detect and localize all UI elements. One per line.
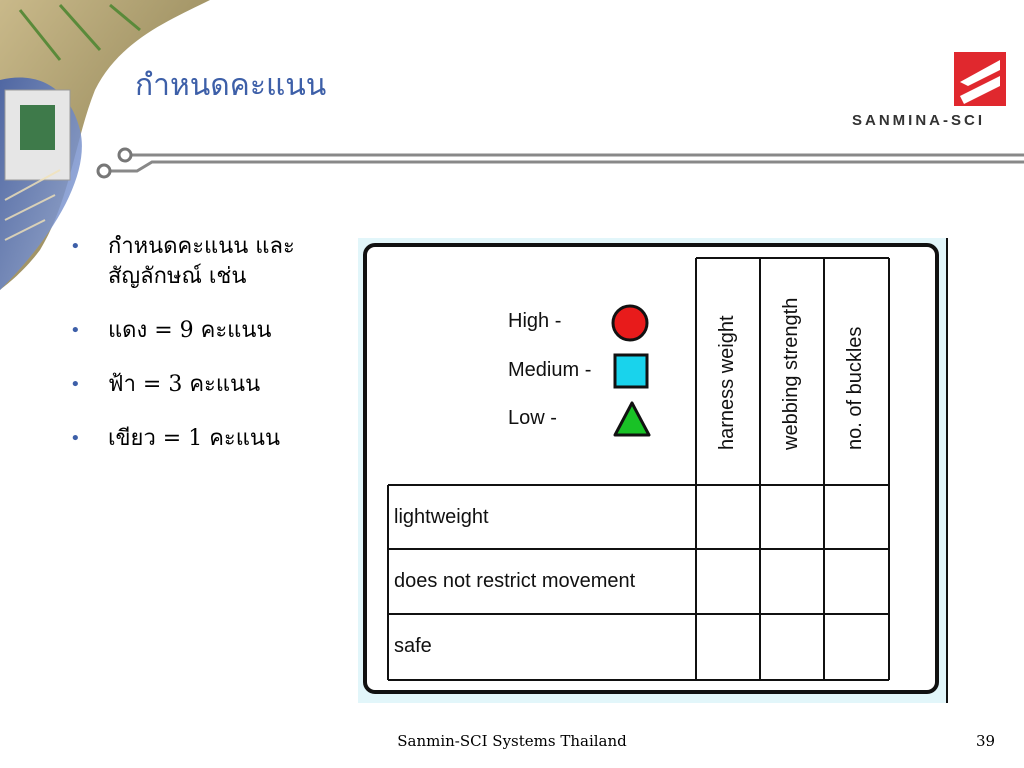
page-number: 39 — [976, 732, 996, 750]
bullet-dot-icon: • — [70, 428, 81, 449]
legend-low-label: Low - — [508, 407, 557, 429]
bullet-item — [70, 232, 340, 292]
row-label-does-not-restrict-movement: does not restrict movement — [394, 570, 636, 592]
red-circle-icon — [610, 303, 650, 343]
footer-company: Sanmin-SCI Systems Thailand — [397, 732, 627, 750]
legend-high-label: High - — [508, 310, 562, 332]
logo-text: SANMINA-SCI — [852, 112, 985, 129]
bullet-dot-icon: • — [70, 374, 81, 395]
bullet-dot-icon: • — [70, 320, 81, 341]
bullet-text: เขียว = 1 คะแนน — [108, 426, 281, 451]
slide-title: กำหนดคะแนน — [135, 68, 327, 103]
bullet-item — [70, 424, 340, 454]
green-triangle-icon — [612, 400, 652, 438]
bullet-text: กำหนดคะแนน และ สัญลักษณ์ เช่น — [108, 234, 295, 289]
bullet-text: ฟ้า = 3 คะแนน — [108, 372, 261, 397]
row-label-safe: safe — [394, 635, 432, 657]
row-label-lightweight: lightweight — [394, 506, 489, 528]
bullet-item — [70, 316, 340, 346]
decision-matrix — [358, 238, 948, 703]
decorative-rule — [92, 145, 1024, 185]
column-header-webbing-strength: webbing strength — [780, 297, 802, 450]
bullet-dot-icon: • — [70, 236, 81, 257]
column-header-no-of-buckles: no. of buckles — [844, 326, 866, 450]
sanmina-logo-mark-icon — [954, 52, 1006, 106]
bullet-text: แดง = 9 คะแนน — [108, 318, 272, 343]
matrix-grid — [358, 238, 946, 703]
bullet-list — [70, 232, 340, 478]
cyan-square-icon — [613, 353, 649, 389]
sanmina-logo — [852, 52, 1012, 132]
column-header-harness-weight: harness weight — [716, 315, 738, 450]
legend-medium-label: Medium - — [508, 359, 592, 381]
bullet-item — [70, 370, 340, 400]
